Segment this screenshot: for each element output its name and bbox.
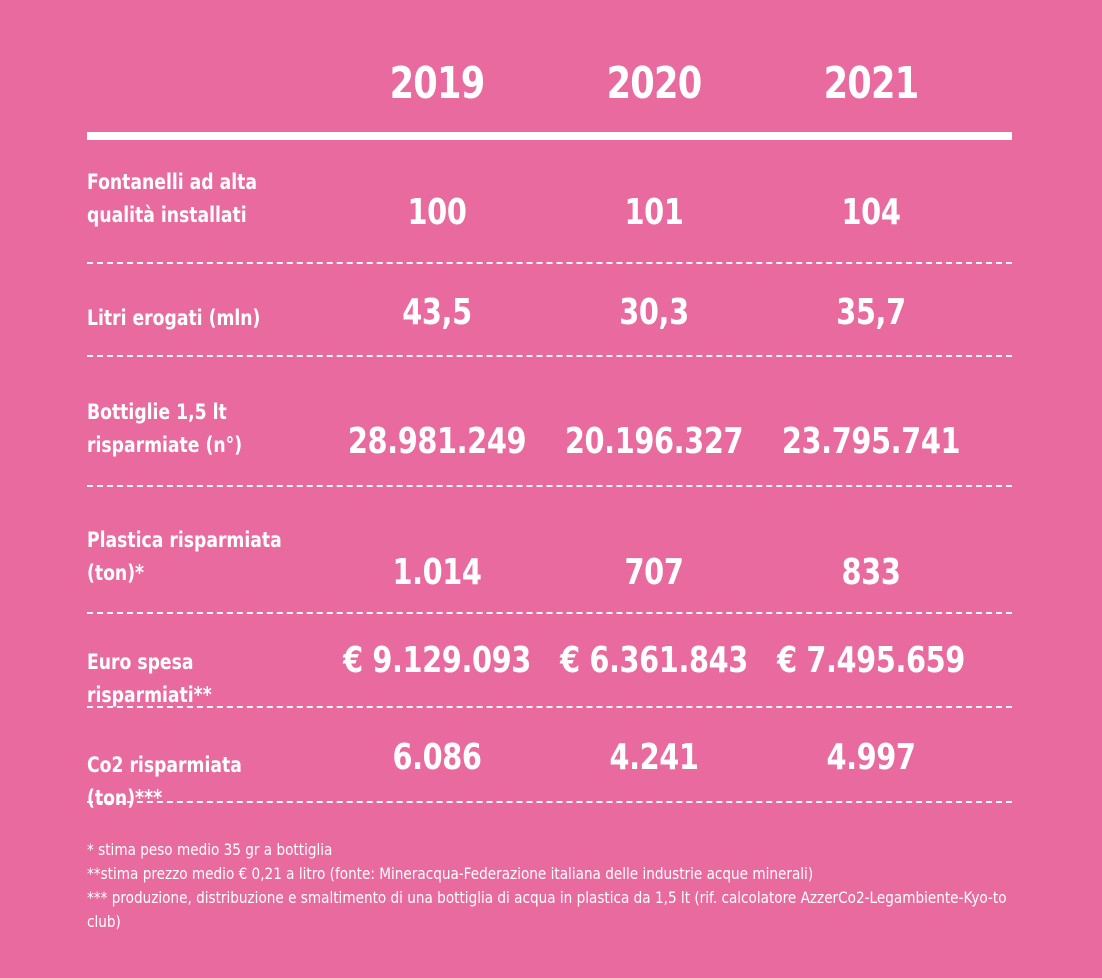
footnotes — [87, 838, 1022, 934]
column-header-2021: 2021 — [823, 58, 919, 109]
row-divider — [87, 706, 1012, 708]
cell-euro-2021: € 7.495.659 — [777, 640, 965, 681]
column-header-2019: 2019 — [389, 58, 485, 109]
row-divider — [87, 801, 1012, 803]
cell-litri-2019: 43,5 — [402, 292, 472, 333]
cell-bottiglie-2019: 28.981.249 — [347, 421, 527, 462]
cell-litri-2020: 30,3 — [619, 292, 689, 333]
cell-co2-2021: 4.997 — [826, 737, 916, 778]
column-header-2020: 2020 — [606, 58, 702, 109]
row-label-bottiglie: Bottiglie 1,5 lt risparmiate (n°) — [87, 400, 243, 457]
cell-co2-2019: 6.086 — [392, 737, 482, 778]
cell-euro-2019: € 9.129.093 — [343, 640, 531, 681]
row-label-litri: Litri erogati (mln) — [87, 306, 261, 330]
cell-plastica-2019: 1.014 — [392, 552, 482, 593]
cell-fontanelli-2019: 100 — [407, 192, 467, 233]
row-label-plastica: Plastica risparmiata (ton)* — [87, 528, 282, 585]
header-row — [87, 0, 1012, 131]
row-divider — [87, 262, 1012, 264]
cell-plastica-2021: 833 — [841, 552, 901, 593]
header-divider — [87, 132, 1012, 140]
row-divider — [87, 612, 1012, 614]
row-divider — [87, 355, 1012, 357]
row-label-co2: Co2 risparmiata (ton)*** — [87, 753, 242, 810]
cell-fontanelli-2021: 104 — [841, 192, 901, 233]
row-label-fontanelli: Fontanelli ad alta qualità installati — [87, 170, 257, 227]
cell-co2-2020: 4.241 — [609, 737, 699, 778]
footnote-2: **stima prezzo medio € 0,21 a litro (fonte: Mineracqua-Federazione italiana delle industrie acque minerali) — [87, 864, 814, 883]
footnote-1: * stima peso medio 35 gr a bottiglia — [87, 840, 333, 859]
cell-bottiglie-2021: 23.795.741 — [781, 421, 961, 462]
data-table — [87, 0, 1012, 810]
cell-euro-2020: € 6.361.843 — [560, 640, 748, 681]
cell-fontanelli-2020: 101 — [624, 192, 684, 233]
cell-bottiglie-2020: 20.196.327 — [564, 421, 744, 462]
cell-litri-2021: 35,7 — [836, 292, 906, 333]
row-label-euro: Euro spesa risparmiati** — [87, 650, 212, 707]
footnote-3: *** produzione, distribuzione e smaltimento di una bottiglia di acqua in plastica da 1,5 lt (rif. calcolatore AzzerCo2-Legambiente-Kyo-to club) — [87, 888, 1007, 931]
cell-plastica-2020: 707 — [624, 552, 684, 593]
row-divider — [87, 485, 1012, 487]
